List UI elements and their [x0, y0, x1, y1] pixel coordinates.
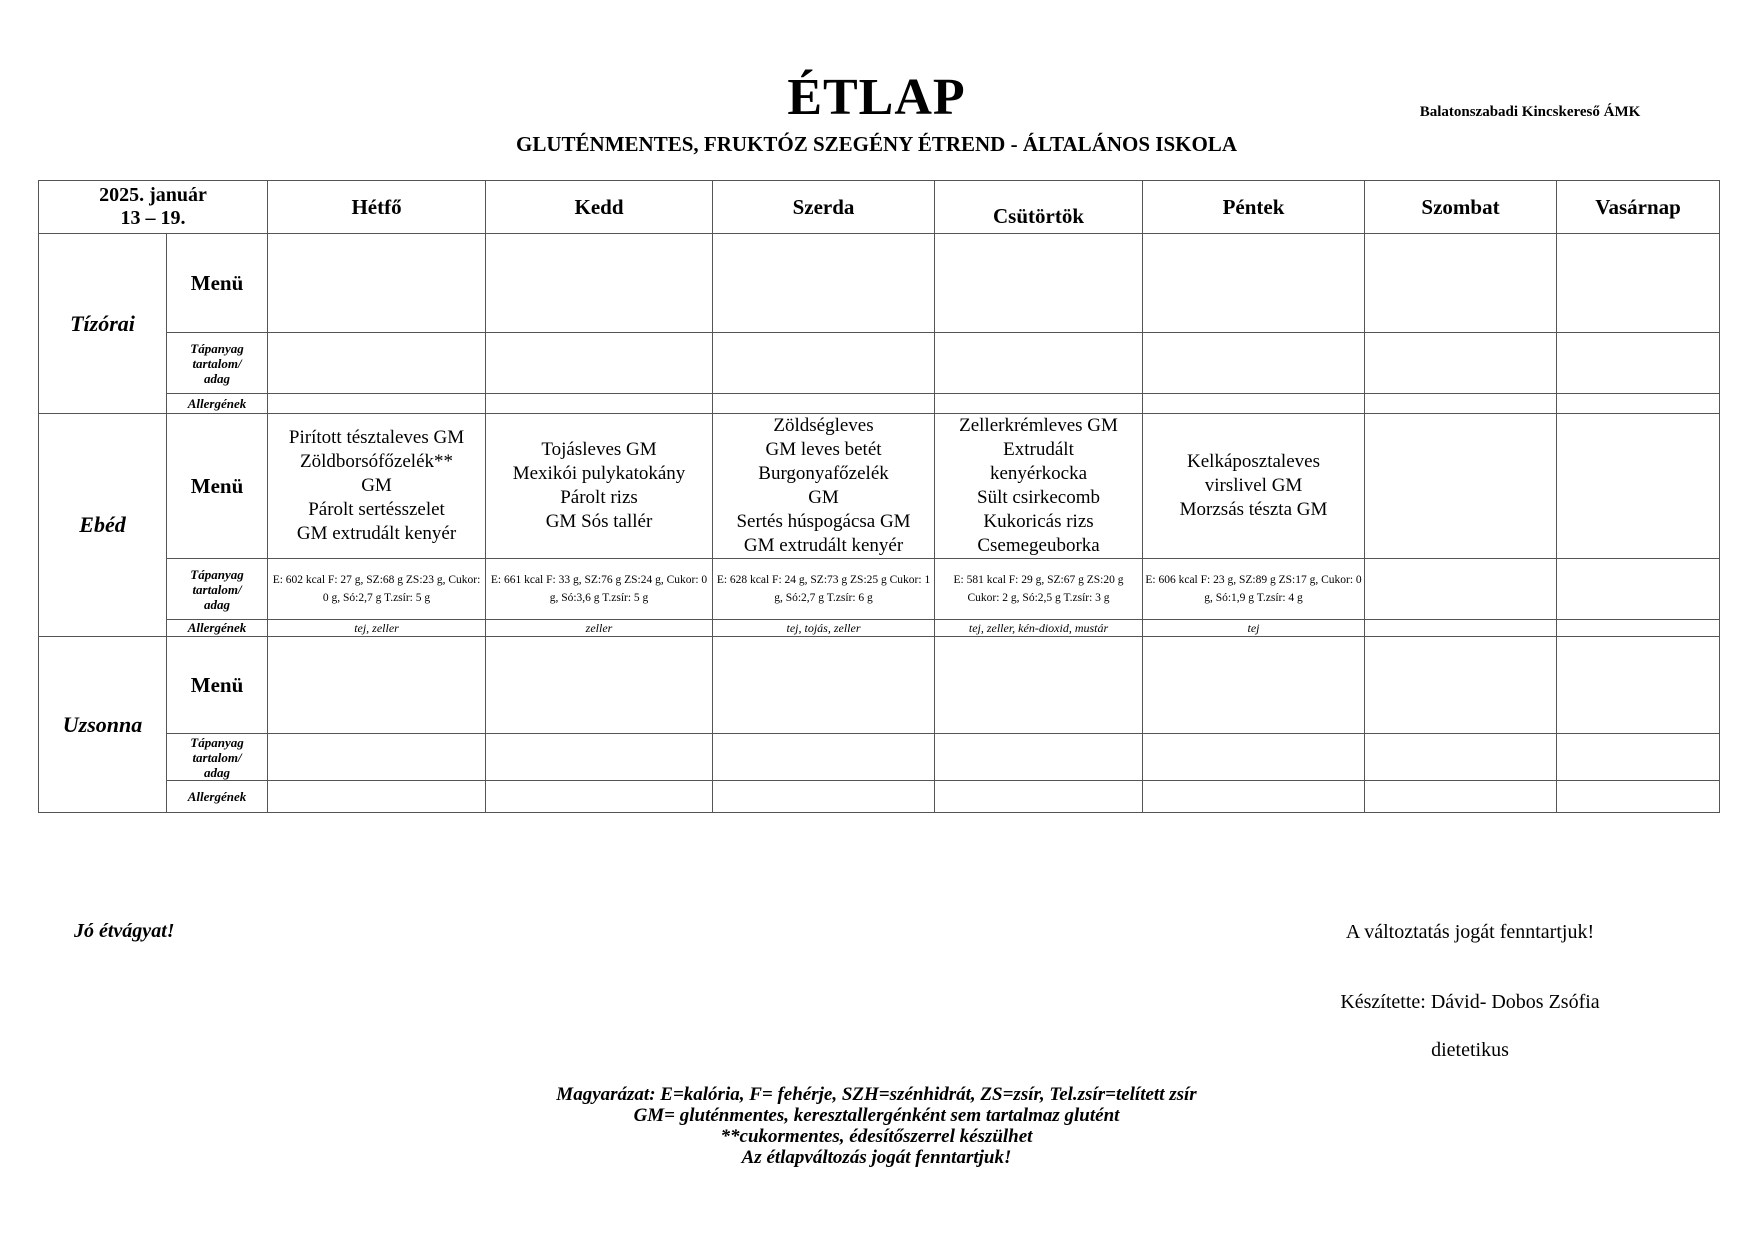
menu-cell: [1557, 414, 1720, 559]
table-row: [39, 781, 1720, 813]
menu-cell: Pirított tésztaleves GM Zöldborsófőzelék** GM Párolt sertésszelet GM extrudált kenyér: [268, 414, 486, 559]
menu-cell: [1143, 234, 1365, 333]
nutrition-label-line: Tápanyag: [190, 340, 244, 356]
nutrition-cell: E: 661 kcal F: 33 g, SZ:76 g ZS:24 g, Cukor: 0 g, Só:3,6 g T.zsír: 5 g: [486, 559, 713, 620]
row-label-allergens: Allergének: [167, 394, 268, 414]
row-label-menu: Menü: [167, 234, 268, 333]
allergen-cell: tej, tojás, zeller: [713, 620, 935, 637]
allergen-cell: tej, zeller: [268, 620, 486, 637]
menu-cell: Kelkáposztaleves virslivel GM Morzsás tészta GM: [1143, 414, 1365, 559]
nutrition-cell: [268, 333, 486, 394]
nutrition-cell: [486, 734, 713, 781]
page-title: ÉTLAP: [787, 69, 966, 126]
nutrition-label-line: Tápanyag: [190, 566, 244, 582]
table-row: [39, 559, 1720, 620]
nutrition-cell: [486, 333, 713, 394]
day-header: Kedd: [486, 181, 713, 234]
allergen-cell: zeller: [486, 620, 713, 637]
nutrition-label-line: tartalom/: [192, 581, 242, 597]
institution-name: Balatonszabadi Kincskereső ÁMK: [1419, 104, 1641, 120]
nutrition-cell: [935, 734, 1143, 781]
allergen-cell: [1365, 781, 1557, 813]
table-row: [39, 394, 1720, 414]
nutrition-cell: [713, 734, 935, 781]
nutrition-cell: [1365, 734, 1557, 781]
allergen-cell: [486, 781, 713, 813]
menu-cell: [1365, 414, 1557, 559]
nutrition-cell: [935, 333, 1143, 394]
day-header: Hétfő: [268, 181, 486, 234]
nutrition-cell: [1557, 333, 1720, 394]
day-header: Vasárnap: [1557, 181, 1720, 234]
table-row: [39, 637, 1720, 734]
allergen-cell: [1557, 394, 1720, 414]
menu-cell: [1365, 637, 1557, 734]
menu-cell: [268, 234, 486, 333]
legend-block: [0, 1084, 1753, 1168]
menu-cell: [713, 234, 935, 333]
menu-cell: [486, 234, 713, 333]
nutrition-cell: [268, 734, 486, 781]
table-row: [39, 620, 1720, 637]
nutrition-cell: [1143, 333, 1365, 394]
table-row: [39, 234, 1720, 333]
nutrition-cell: [1365, 559, 1557, 620]
allergen-cell: [1557, 620, 1720, 637]
row-label-nutrition: [167, 333, 268, 394]
nutrition-cell: [1365, 333, 1557, 394]
table-row: [39, 734, 1720, 781]
row-label-nutrition: [167, 734, 268, 781]
legend-line: Az étlapváltozás jogát fenntartjuk!: [741, 1147, 1012, 1168]
allergen-cell: tej: [1143, 620, 1365, 637]
allergen-cell: [1365, 620, 1557, 637]
allergen-cell: [268, 781, 486, 813]
nutrition-cell: E: 602 kcal F: 27 g, SZ:68 g ZS:23 g, Cukor: 0 g, Só:2,7 g T.zsír: 5 g: [268, 559, 486, 620]
author-role: dietetikus: [1431, 1039, 1509, 1061]
menu-cell: Zöldségleves GM leves betét Burgonyafőzelék GM Sertés húspogácsa GM GM extrudált kenyér: [713, 414, 935, 559]
author-line: Készítette: Dávid- Dobos Zsófia: [1340, 991, 1600, 1013]
legend-line: Magyarázat: E=kalória, F= fehérje, SZH=szénhidrát, ZS=zsír, Tel.zsír=telített zsír: [556, 1084, 1197, 1105]
nutrition-cell: [1557, 734, 1720, 781]
nutrition-cell: [1557, 559, 1720, 620]
row-label-menu: Menü: [167, 637, 268, 734]
row-label-menu: Menü: [167, 414, 268, 559]
allergen-cell: [1557, 781, 1720, 813]
meal-name: Uzsonna: [39, 637, 167, 813]
rights-notice: A változtatás jogát fenntartjuk!: [1345, 921, 1595, 943]
menu-cell: [935, 234, 1143, 333]
nutrition-cell: [713, 333, 935, 394]
allergen-cell: [486, 394, 713, 414]
week-month: 2025. január: [99, 184, 207, 206]
allergen-cell: [935, 394, 1143, 414]
menu-cell: [713, 637, 935, 734]
allergen-cell: tej, zeller, kén-dioxid, mustár: [935, 620, 1143, 637]
weekly-menu-table: [38, 180, 1720, 813]
nutrition-cell: E: 581 kcal F: 29 g, SZ:67 g ZS:20 g Cukor: 2 g, Só:2,5 g T.zsír: 3 g: [935, 559, 1143, 620]
allergen-cell: [1365, 394, 1557, 414]
legend-line: GM= gluténmentes, keresztallergénként sem tartalmaz glutént: [633, 1105, 1120, 1126]
page-subtitle: GLUTÉNMENTES, FRUKTÓZ SZEGÉNY ÉTREND - ÁLTALÁNOS ISKOLA: [516, 132, 1237, 156]
allergen-cell: [1143, 781, 1365, 813]
allergen-cell: [1143, 394, 1365, 414]
legend-line: **cukormentes, édesítőszerrel készülhet: [720, 1126, 1033, 1147]
nutrition-cell: E: 606 kcal F: 23 g, SZ:89 g ZS:17 g, Cukor: 0 g, Só:1,9 g T.zsír: 4 g: [1143, 559, 1365, 620]
nutrition-cell: E: 628 kcal F: 24 g, SZ:73 g ZS:25 g Cukor: 1 g, Só:2,7 g T.zsír: 6 g: [713, 559, 935, 620]
allergen-cell: [713, 394, 935, 414]
menu-cell: [268, 637, 486, 734]
menu-cell: [1365, 234, 1557, 333]
menu-cell: Tojásleves GM Mexikói pulykatokány Párolt rizs GM Sós tallér: [486, 414, 713, 559]
nutrition-label-line: adag: [204, 596, 230, 612]
nutrition-label-line: adag: [204, 370, 230, 386]
menu-cell: [486, 637, 713, 734]
allergen-cell: [713, 781, 935, 813]
nutrition-label-line: tartalom/: [192, 749, 242, 765]
allergen-cell: [935, 781, 1143, 813]
greeting-text: Jó étvágyat!: [74, 920, 175, 942]
nutrition-cell: [1143, 734, 1365, 781]
row-label-allergens: Allergének: [167, 620, 268, 637]
table-row: [39, 333, 1720, 394]
meal-name: Tízórai: [39, 234, 167, 414]
row-label-allergens: Allergének: [167, 781, 268, 813]
day-header: Szerda: [713, 181, 935, 234]
row-label-nutrition: [167, 559, 268, 620]
week-range: 13 – 19.: [120, 207, 186, 229]
day-header: Szombat: [1365, 181, 1557, 234]
menu-cell: [1143, 637, 1365, 734]
week-date-cell: [39, 181, 268, 234]
menu-cell: [1557, 234, 1720, 333]
menu-cell: [935, 637, 1143, 734]
table-row: [39, 414, 1720, 559]
allergen-cell: [268, 394, 486, 414]
day-header: Csütörtök: [935, 181, 1143, 234]
day-header: Péntek: [1143, 181, 1365, 234]
menu-cell: Zellerkrémleves GM Extrudált kenyérkocka Sült csirkecomb Kukoricás rizs Csemegeuborka: [935, 414, 1143, 559]
menu-cell: [1557, 637, 1720, 734]
nutrition-label-line: adag: [204, 764, 230, 780]
nutrition-label-line: tartalom/: [192, 355, 242, 371]
table-header-row: [39, 181, 1720, 234]
nutrition-label-line: Tápanyag: [190, 734, 244, 750]
meal-name: Ebéd: [39, 414, 167, 637]
